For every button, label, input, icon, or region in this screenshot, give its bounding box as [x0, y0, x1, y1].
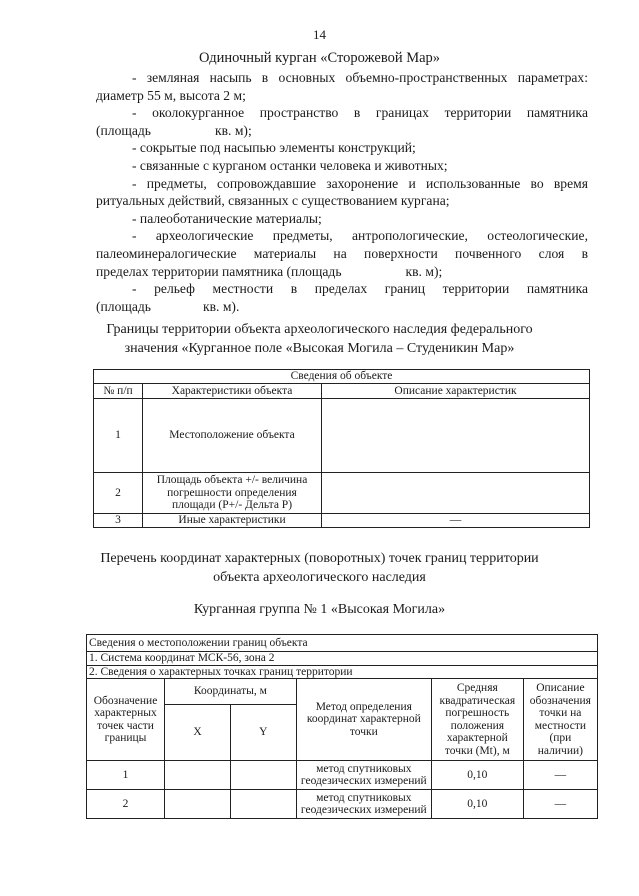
- section3-title-line1: Перечень координат характерных (поворотных) точек границ территории: [100, 551, 539, 566]
- point-id: 2: [87, 790, 165, 819]
- row-desc: [322, 399, 590, 473]
- point-desc: —: [523, 761, 597, 790]
- list-item-cont: ритуальных действий, связанных с существованием кургана;: [96, 193, 450, 209]
- column-header: Обозначение характерных точек части границы: [87, 679, 165, 761]
- area-unit: кв. м);: [405, 263, 443, 279]
- list-item-cont: [96, 298, 588, 316]
- object-info-table: [93, 369, 590, 528]
- area-label: (площадь: [96, 298, 151, 314]
- coord-x: [165, 761, 231, 790]
- list-item: - связанные с курганом останки человека и животных;: [132, 157, 448, 173]
- coord-y: [230, 761, 296, 790]
- section3-title-line2: объекта археологического наследия: [213, 570, 426, 585]
- point-id: 1: [87, 761, 165, 790]
- table-row: [94, 473, 590, 514]
- row-desc: —: [322, 514, 590, 528]
- section3-title: [60, 549, 579, 587]
- section1-title: Одиночный курган «Сторожевой Мар»: [198, 50, 441, 66]
- column-header-y: Y: [230, 705, 296, 761]
- method: метод спутниковых геодезических измерений: [296, 761, 431, 790]
- column-header: Метод определения координат характерной точки: [296, 679, 431, 761]
- area-unit: кв. м);: [215, 122, 252, 138]
- list-item-cont: диаметр 55 м, высота 2 м;: [96, 87, 246, 103]
- page-number: 14: [313, 27, 326, 42]
- error-value: 0,10: [431, 761, 523, 790]
- area-label: (площадь: [96, 122, 151, 138]
- list-item: - околокурганное пространство в границах территории памятника: [132, 105, 588, 121]
- table-caption: Сведения о местоположении границ объекта: [87, 635, 598, 652]
- column-header: Описание характеристик: [322, 384, 590, 399]
- column-header: Характеристики объекта: [143, 384, 322, 399]
- list-item: - предметы, сопровождавшие захоронение и использованные во время: [132, 175, 588, 191]
- section2-title-line1: Границы территории объекта археологического наследия федерального: [106, 322, 533, 337]
- column-header: Средняя квадратическая погрешность положения характерной точки (Mt), м: [431, 679, 523, 761]
- coord-x: [165, 790, 231, 819]
- row-name: Иные характеристики: [143, 514, 322, 528]
- table-row: [94, 514, 590, 528]
- error-value: 0,10: [431, 790, 523, 819]
- section3-subtitle: Курганная группа № 1 «Высокая Могила»: [193, 602, 446, 617]
- list-item: - земляная насыпь в основных объемно-пространственных параметрах:: [132, 70, 588, 85]
- list-item-cont: [96, 263, 588, 281]
- list-item: - сокрытые под насыпью элементы конструкций;: [132, 140, 416, 156]
- list-item: - археологические предметы, антропологические, остеологические,: [132, 228, 588, 244]
- table-header: Сведения об объекте: [94, 370, 590, 384]
- list-item: - рельеф местности в пределах границ территории памятника: [132, 281, 588, 297]
- table-row: [87, 761, 598, 790]
- list-item: - палеоботанические материалы;: [132, 210, 322, 226]
- section2-title: [60, 320, 579, 358]
- column-header: Описание обозначения точки на местности (при наличии): [523, 679, 597, 761]
- area-label: пределах территории памятника (площадь: [96, 263, 342, 279]
- point-desc: —: [523, 790, 597, 819]
- row-number: 1: [94, 399, 143, 473]
- coord-y: [230, 790, 296, 819]
- section2-title-line2: значения «Курганное поле «Высокая Могила – Студеникин Мар»: [124, 341, 515, 356]
- row-desc: [322, 473, 590, 514]
- section1-list: [96, 69, 588, 315]
- table-row: [87, 790, 598, 819]
- coordinates-table: [86, 634, 598, 819]
- table-caption: 2. Сведения о характерных точках границ территории: [87, 665, 598, 679]
- column-header: Координаты, м: [165, 679, 297, 705]
- table-row: [94, 399, 590, 473]
- list-item-cont: палеоминералогические материалы на поверхности почвенного слоя в: [96, 245, 588, 261]
- method: метод спутниковых геодезических измерений: [296, 790, 431, 819]
- area-unit: кв. м).: [203, 298, 240, 314]
- row-name: Площадь объекта +/- величина погрешности определения площади (Р+/- Дельта Р): [143, 473, 322, 514]
- table-caption: 1. Система координат МСК-56, зона 2: [87, 652, 598, 666]
- column-header-x: X: [165, 705, 231, 761]
- column-header: № п/п: [94, 384, 143, 399]
- row-name: Местоположение объекта: [143, 399, 322, 473]
- list-item-cont: [96, 122, 588, 140]
- row-number: 3: [94, 514, 143, 528]
- row-number: 2: [94, 473, 143, 514]
